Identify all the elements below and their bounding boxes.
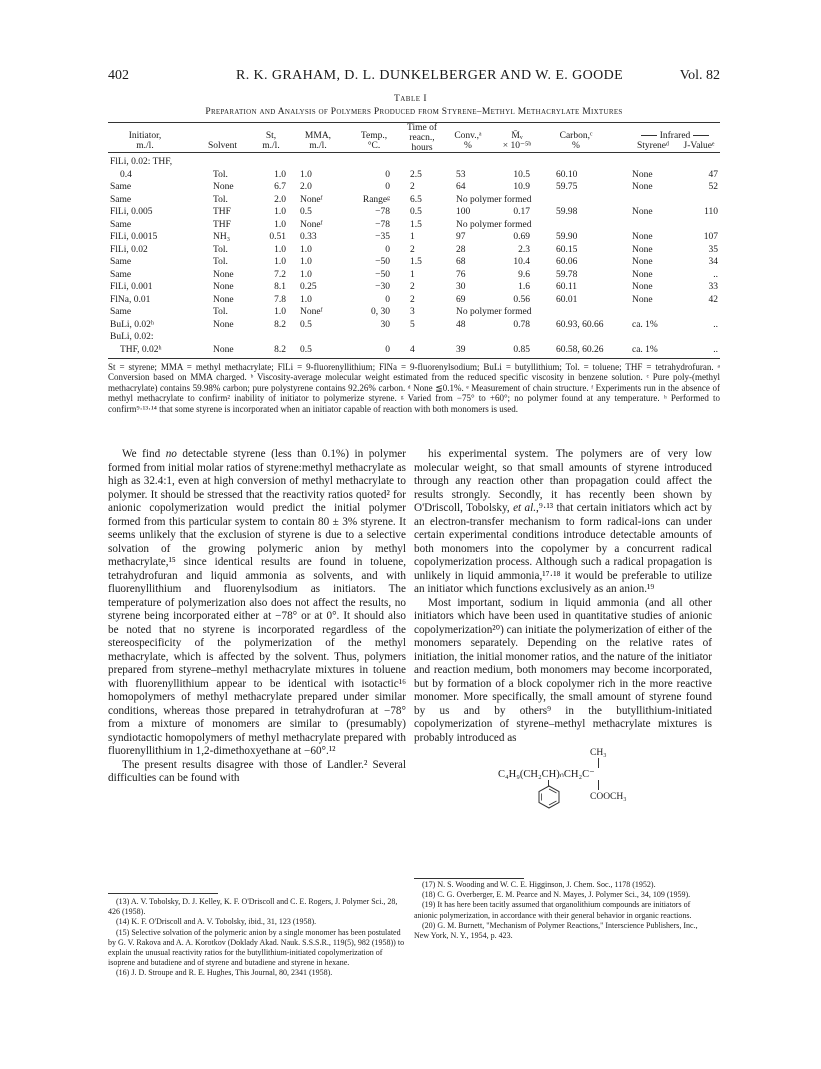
- col-header-temp: [356, 131, 392, 151]
- table-cell-conv: 53: [456, 169, 466, 180]
- table-cell-st: 1.0: [274, 169, 286, 180]
- table-cell-mv: 10.9: [513, 182, 530, 192]
- col-header-carbon-line2: %: [572, 141, 580, 151]
- table-cell-mma: 1.0: [300, 269, 312, 280]
- table-cell-initiator: FlLi, 0.0015: [110, 232, 158, 242]
- running-authors: R. K. GRAHAM, D. L. DUNKELBERGER AND W. E. GOODE: [236, 68, 624, 83]
- running-header: [108, 68, 720, 88]
- table-cell-solvent: None: [213, 282, 234, 292]
- table-cell-styrene: None: [632, 207, 653, 217]
- page-number: 402: [108, 68, 129, 83]
- table-cell-solvent: Tol.: [213, 307, 228, 317]
- references-right: [414, 880, 712, 941]
- table-cell-time: 4: [410, 344, 415, 355]
- table-cell-carbon: 60.58, 60.26: [556, 344, 604, 355]
- text-column-right: [414, 448, 712, 817]
- references-left: [108, 897, 406, 979]
- table-cell-initiator: BuLi, 0.02ʰ: [110, 319, 154, 330]
- table-cell-conv: No polymer formed: [456, 307, 532, 317]
- table-cell-mv: 0.78: [513, 319, 530, 330]
- table-cell-time: 2: [410, 294, 415, 305]
- table-bottom-rule: [108, 358, 720, 359]
- table-cell-j: ..: [713, 344, 718, 355]
- table-cell-st: 1.0: [274, 219, 286, 230]
- reference-20: (20) G. M. Burnett, "Mechanism of Polymer Reactions," Interscience Publishers, Inc., New York, N. Y., 1954, p. 423.: [414, 920, 698, 941]
- table-cell-st: 8.1: [274, 282, 286, 292]
- table-cell-j: ..: [713, 319, 718, 330]
- table-cell-mma: 0.5: [300, 344, 312, 355]
- table-cell-carbon: 60.15: [556, 244, 578, 255]
- table-cell-j: 52: [708, 182, 718, 192]
- table-cell-mma: 1.0: [300, 257, 312, 267]
- table-cell-j: 33: [708, 282, 718, 292]
- reference-13: (13) A. V. Tobolsky, D. J. Kelley, K. F. O'Driscoll and C. E. Rogers, J. Polymer Sci., 28, 426 (1958).: [108, 897, 398, 917]
- table-cell-initiator: FlLi, 0.02: THF,: [110, 157, 173, 167]
- col-header-temp-line2: °C.: [367, 141, 381, 151]
- table-cell-mma: 0.33: [300, 232, 317, 242]
- table-cell-carbon: 59.75: [556, 182, 578, 192]
- table-cell-solvent: None: [213, 269, 234, 280]
- table-cell-conv: 100: [456, 207, 471, 217]
- infrared-dash-left: [641, 135, 657, 136]
- table-cell-mma: 1.0: [300, 244, 312, 255]
- table-cell-mv: 0.69: [513, 232, 530, 242]
- table-cell-time: 1: [410, 232, 415, 242]
- table-cell-conv: 30: [456, 282, 466, 292]
- table-cell-temp: −35: [375, 232, 390, 242]
- table-cell-initiator: Same: [110, 307, 132, 317]
- table-cell-mma: 1.0: [300, 169, 312, 180]
- volume-label: Vol. 82: [679, 68, 720, 83]
- formula-methyl: CH₃: [590, 748, 607, 758]
- table-cell-solvent: THF: [213, 219, 231, 230]
- reference-16: (16) J. D. Stroupe and R. E. Hughes, This Journal, 80, 2341 (1958).: [116, 968, 333, 978]
- table-cell-temp: 0: [385, 244, 390, 255]
- infrared-dash-right: [693, 135, 709, 136]
- col-header-st-line2: m./l.: [262, 141, 280, 151]
- table-cell-time: 2: [410, 244, 415, 255]
- table-cell-initiator: FlLi, 0.02: [110, 244, 148, 255]
- footnote-rule-left: [108, 893, 218, 894]
- table-cell-styrene: None: [632, 282, 653, 292]
- table-cell-conv: 68: [456, 257, 466, 267]
- col-header-mv-line1: M̄ᵥ: [511, 131, 523, 141]
- col-header-initiator: [110, 131, 180, 151]
- table-cell-j: 34: [708, 257, 718, 267]
- col-header-initiator-line1: Initiator,: [128, 131, 162, 141]
- table-cell-solvent: Tol.: [213, 194, 228, 205]
- table-cell-carbon: 60.10: [556, 169, 578, 180]
- reference-15: (15) Selective solvation of the polymeric anion by a single monomer has been postulated by G. V. Rakova and A. A. Korotkov (Doklady Akad. Nauk. S.S.S.R., 119(5), 982 (1958)) to explain the unusual reactivity ratios for the butyllithium-initiated copolymerization of isoprene and butadiene and of styrene and butadiene and styrene in hexane.: [108, 927, 405, 968]
- table-cell-initiator: Same: [110, 269, 132, 280]
- table-cell-initiator: Same: [110, 257, 132, 267]
- table-cell-initiator: FlNa, 0.01: [110, 294, 151, 305]
- col-header-carbon-line1: Carbon,ᶜ: [559, 131, 593, 141]
- table-cell-temp: −78: [375, 207, 390, 217]
- table-cell-mma: Noneᶠ: [300, 307, 323, 317]
- table-cell-mv: 2.3: [518, 244, 530, 255]
- reference-17: (17) N. S. Wooding and W. C. E. Higginson, J. Chem. Soc., 1178 (1952).: [422, 880, 656, 889]
- table-cell-temp: 0: [385, 169, 390, 180]
- col-header-infrared: Infrared: [659, 131, 691, 141]
- col-header-temp-line1: Temp.,: [360, 131, 388, 141]
- table-cell-solvent: None: [213, 344, 234, 355]
- table-cell-time: 1.5: [410, 257, 422, 267]
- col-header-mma: [300, 131, 336, 151]
- table-cell-conv: 69: [456, 294, 466, 305]
- formula-main-chain: C₄H₉(CH₂CH)ₙCH₂C⁻: [498, 769, 595, 780]
- table-cell-time: 1: [410, 269, 415, 280]
- table-cell-time: 2.5: [410, 169, 422, 180]
- table-cell-solvent: Tol.: [213, 257, 228, 267]
- col-header-time: [404, 123, 440, 153]
- table-cell-conv: 97: [456, 232, 466, 242]
- col-header-st-line1: St,: [265, 131, 277, 141]
- col-header-carbon: [548, 131, 604, 151]
- table-cell-j: 110: [704, 207, 718, 217]
- table-cell-carbon: 60.93, 60.66: [556, 319, 604, 330]
- formula-bond-bottom: [598, 780, 599, 790]
- table-cell-carbon: 59.90: [556, 232, 578, 242]
- table-cell-initiator: THF, 0.02ʰ: [120, 344, 162, 355]
- col-header-solvent: Solvent: [207, 141, 238, 151]
- table-cell-time: 0.5: [410, 207, 422, 217]
- infrared-span: [630, 131, 720, 141]
- table-cell-j: ..: [713, 269, 718, 280]
- table-cell-st: 0.51: [269, 232, 286, 242]
- table-cell-temp: Rangeᵍ: [362, 194, 390, 205]
- table-cell-temp: −78: [375, 219, 390, 230]
- table-cell-j: 42: [708, 294, 718, 305]
- table-cell-conv: 64: [456, 182, 466, 192]
- col-header-initiator-line2: m./l.: [136, 141, 154, 151]
- col-header-conv-line1: Conv.,ᵃ: [454, 131, 482, 141]
- reference-19: (19) It has here been tacitly assumed that organolithium compounds are initiators of anionic polymerization, in accordance with their general behavior in organic reactions.: [414, 900, 692, 920]
- table-cell-carbon: 60.01: [556, 294, 578, 305]
- table-cell-time: 5: [410, 319, 415, 330]
- paragraph-left-1: We find no detectable styrene (less than 0.1%) in polymer formed from initial molar ratios of styrene:methyl methacrylate as high as 32.4:1, even at high conversion of methyl methacrylate to polymer. It should be stressed that the reactivity ratios quoted² for anionic copolymerization would predict the initial polymer formed from this particular system to contain 80 ± 3% styrene. It seems unlikely that the exclusion of styrene is due to a selective solvation of the growing polymeric anion by methyl methacrylate,¹⁵ since identical results are found in toluene, tetrahydrofuran and liquid ammonia as solvents, and with fluorenyllithium and fluorenylsodium as initiators. The temperature of polymerization also does not affect the results, no styrene being incorporated either at −78° or at 0°. It should also be noted that no styrene is incorporated regardless of the stereospecificity of the polymerization of the methyl methacrylate, which is affected by the solvent. Thus, polymers prepared from styrene–methyl methacrylate mixtures in toluene with fluorenyllithium appear to be identical with isotactic¹⁶ homopolymers of methyl methacrylate prepared under similar conditions, whereas those prepared in tetrahydrofuran at −78° from a mixture of monomers are similar to (presumably) syndiotactic homopolymers of methyl methacrylate prepared with fluorenyllithium in 1,2-dimethoxyethane at −60°.¹²: [108, 448, 406, 757]
- table-cell-styrene: None: [632, 244, 653, 255]
- table-cell-mv: 0.85: [513, 344, 530, 355]
- table-cell-st: 6.7: [274, 182, 286, 192]
- table-cell-mv: 0.17: [513, 207, 530, 217]
- reference-18: (18) C. G. Overberger, E. M. Pearce and N. Mayes, J. Polymer Sci., 34, 109 (1959).: [422, 890, 691, 900]
- table-cell-conv: No polymer formed: [456, 219, 532, 230]
- table-cell-solvent: Tol.: [213, 244, 228, 255]
- formula-bond-top: [598, 758, 599, 768]
- col-header-time-line1: Time of: [406, 123, 437, 133]
- table-cell-styrene: None: [632, 257, 653, 267]
- paragraph-right-2: Most important, sodium in liquid ammonia (and all other initiators which have been used in quantitative studies of anionic copolymerization²⁰) can initiate the polymerization of either of the monomers separately. Depending on the relative rates of initiation, the initial monomer ratios, and the nature of the initiator and reaction medium, both monomers may become incorporated, but by formation of a block copolymer rich in the more reactive monomer. More specifically, the small amount of styrene found by us and by others⁹ in the butyllithium-initiated copolymerization of styrene–methyl methacrylate mixtures is probably introduced as: [414, 596, 712, 744]
- table-cell-time: 1.5: [410, 219, 422, 230]
- table-cell-temp: 0: [385, 294, 390, 305]
- table-caption: Preparation and Analysis of Polymers Produced from Styrene–Methyl Methacrylate Mixtures: [205, 107, 623, 117]
- table-cell-st: 1.0: [274, 307, 286, 317]
- table-cell-initiator: BuLi, 0.02:: [110, 332, 154, 342]
- table-cell-st: 8.2: [274, 319, 286, 330]
- table-cell-carbon: 59.98: [556, 207, 578, 217]
- col-header-conv-line2: %: [464, 141, 472, 151]
- table-cell-j: 47: [708, 169, 718, 180]
- col-header-mma-line1: MMA,: [304, 131, 332, 141]
- table-cell-styrene: None: [632, 169, 653, 180]
- table-cell-solvent: THF: [213, 207, 231, 217]
- table-cell-solvent: None: [213, 294, 234, 305]
- table-cell-initiator: 0.4: [120, 169, 132, 180]
- col-header-infrared-group: [630, 131, 720, 141]
- col-header-time-line3: hours: [411, 143, 433, 153]
- table-cell-solvent: Tol.: [213, 169, 228, 180]
- table-cell-time: 6.5: [410, 194, 422, 205]
- table-cell-time: 3: [410, 307, 415, 317]
- table-header-rule: [108, 152, 720, 153]
- col-header-time-line2: reacn.,: [409, 133, 435, 143]
- col-header-mv: [494, 131, 540, 151]
- table-cell-mma: Noneᶠ: [300, 194, 323, 205]
- table-cell-temp: 0: [385, 182, 390, 192]
- table-cell-mma: Noneᶠ: [300, 219, 323, 230]
- reference-14: (14) K. F. O'Driscoll and A. V. Tobolsky, ibid., 31, 123 (1958).: [116, 917, 317, 927]
- table-cell-mma: 2.0: [300, 182, 312, 192]
- table-cell-time: 2: [410, 182, 415, 192]
- col-header-conv: [448, 131, 488, 151]
- table-cell-temp: 30: [380, 319, 390, 330]
- table-cell-conv: No polymer formed: [456, 194, 532, 205]
- table-cell-mv: 1.6: [518, 282, 530, 292]
- table-cell-initiator: FlLi, 0.001: [110, 282, 153, 292]
- table-cell-st: 8.2: [274, 344, 286, 355]
- table-cell-styrene: None: [632, 294, 653, 305]
- table-cell-styrene: ca. 1%: [632, 319, 658, 330]
- table-cell-temp: −50: [375, 269, 390, 280]
- table-cell-solvent: None: [213, 182, 234, 192]
- table-cell-initiator: Same: [110, 194, 132, 205]
- paragraph-left-2: The present results disagree with those of Landler.² Several difficulties can be found with: [108, 758, 406, 784]
- table-cell-styrene: ca. 1%: [632, 344, 658, 355]
- table-cell-initiator: FlLi, 0.005: [110, 207, 153, 217]
- footnote-rule-right: [414, 878, 524, 879]
- table-cell-mv: 10.4: [513, 257, 530, 267]
- table-cell-temp: 0, 30: [371, 307, 390, 317]
- paragraph-right-1: his experimental system. The polymers are of very low molecular weight, so that small amounts of styrene introduced through any reaction other than propagation could affect the results strongly. Secondly, it has recently been shown by O'Driscoll, Tobolsky, et al.,⁹·¹³ that certain initiators which act by an electron-transfer mechanism to form radical-ions can under certain experimental conditions introduce detectable amounts of both monomers into the copolymer by a concurrent radical copolymerization process. Although such a radical propagation is unlikely in liquid ammonia,¹⁷·¹⁸ it would be preferable to utilize an initiator which functions exclusively as an anion.¹⁹: [414, 448, 713, 595]
- table-cell-st: 2.0: [274, 194, 286, 205]
- table-cell-carbon: 59.78: [556, 269, 578, 280]
- table-cell-conv: 28: [456, 244, 466, 255]
- table-cell-time: 2: [410, 282, 415, 292]
- col-header-st: [256, 131, 286, 151]
- table-cell-j: 35: [708, 244, 718, 255]
- benzene-ring-icon: [538, 785, 560, 809]
- table-cell-temp: 0: [385, 344, 390, 355]
- table-cell-mv: 10.5: [513, 169, 530, 180]
- table-cell-mv: 0.56: [513, 294, 530, 305]
- table-cell-carbon: 60.06: [556, 257, 578, 267]
- table-cell-mma: 1.0: [300, 294, 312, 305]
- table-label: Table I: [393, 94, 428, 104]
- table-cell-conv: 48: [456, 319, 466, 330]
- table-cell-mma: 0.5: [300, 207, 312, 217]
- table-footnotes: St = styrene; MMA = methyl methacrylate; FlLi = 9-fluorenyllithium; FlNa = 9-fluorenylsodium; BuLi = butyllithium; Tol. = toluene; THF = tetrahydrofuran. ᵃ Conversion based on MMA charged. ᵇ Viscosity-average molecular weight estimated from the reduced specific viscosity in benzene solution. ᶜ Pure poly-(methyl methacrylate) contains 59.98% carbon; pure polystyrene contains 92.26% carbon. ᵈ None ≦0.1%. ᵉ Measurement of chain structure. ᶠ Experiments run in the absence of methyl methacrylate to confirm² inability of initiator to polymerize styrene. ᵍ Varied from −75° to +60°; no polymer found at any temperature. ʰ Performed to confirm⁹·¹³·¹⁴ that some styrene is incorporated when an initiator capable of reaction with both monomers is used.: [108, 362, 720, 414]
- table-cell-initiator: Same: [110, 219, 132, 230]
- table-cell-styrene: None: [632, 232, 653, 242]
- table-cell-conv: 39: [456, 344, 466, 355]
- table-cell-j: 107: [703, 232, 718, 242]
- table-cell-temp: −30: [375, 282, 390, 292]
- table-cell-styrene: None: [632, 269, 653, 280]
- formula-ester: COOCH₃: [590, 792, 627, 802]
- table-cell-initiator: Same: [110, 182, 132, 192]
- text-column-left: [108, 448, 406, 786]
- table-cell-conv: 76: [456, 269, 466, 280]
- col-header-styrene: Styreneᵈ: [637, 141, 669, 151]
- table-cell-temp: −50: [375, 257, 390, 267]
- table-cell-solvent: None: [213, 319, 234, 330]
- col-header-mv-line2: × 10⁻⁵ᵇ: [502, 141, 532, 151]
- chemical-formula: [414, 747, 712, 817]
- table-cell-st: 1.0: [274, 257, 286, 267]
- col-header-jvalue: J-Valueᵉ: [683, 141, 715, 151]
- table-cell-st: 1.0: [274, 207, 286, 217]
- table-cell-st: 7.2: [274, 269, 286, 280]
- table-cell-styrene: None: [632, 182, 653, 192]
- col-header-mma-line2: m./l.: [309, 141, 327, 151]
- table-cell-carbon: 60.11: [556, 282, 578, 292]
- table-cell-st: 7.8: [274, 294, 286, 305]
- table-cell-mma: 0.25: [300, 282, 317, 292]
- table-cell-mv: 9.6: [518, 269, 530, 280]
- table-cell-solvent: NH₃: [213, 232, 231, 242]
- table-cell-mma: 0.5: [300, 319, 312, 330]
- table-cell-st: 1.0: [274, 244, 286, 255]
